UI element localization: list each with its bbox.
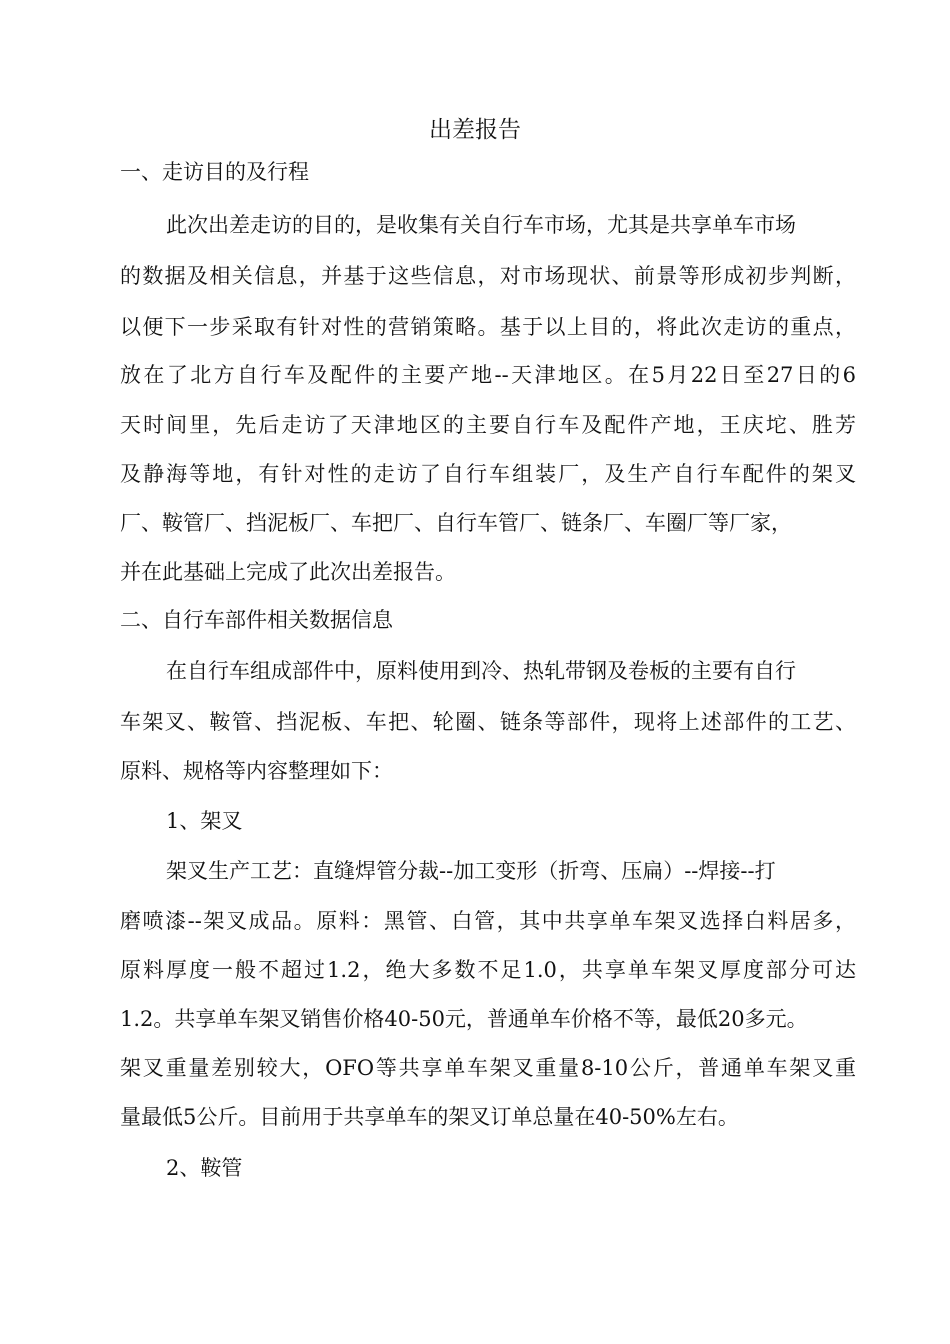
- paragraph-line: 磨喷漆--架叉成品。原料：黑管、白管，其中共享单车架叉选择白料居多，: [120, 909, 856, 933]
- paragraph-line: 天时间里，先后走访了天津地区的主要自行车及配件产地，王庆坨、胜芳: [120, 413, 856, 437]
- paragraph-line: 架叉生产工艺：直缝焊管分裁--加工变形（折弯、压扁）--焊接--打: [166, 859, 776, 883]
- paragraph-line: 在自行车组成部件中，原料使用到冷、热轧带钢及卷板的主要有自行: [166, 659, 796, 683]
- paragraph-line: 原料厚度一般不超过1.2，绝大多数不足1.0，共享单车架叉厚度部分可达: [120, 958, 856, 982]
- section-heading-purpose: 一、走访目的及行程: [120, 160, 309, 184]
- paragraph-line: 1.2。共享单车架叉销售价格40-50元，普通单车价格不等，最低20多元。: [120, 1007, 808, 1031]
- paragraph-line: 原料、规格等内容整理如下：: [120, 759, 393, 783]
- subheading-frame-fork: 1、架叉: [166, 809, 243, 833]
- paragraph-line: 以便下一步采取有针对性的营销策略。基于以上目的，将此次走访的重点，: [120, 315, 856, 339]
- paragraph-line: 量最低5公斤。目前用于共享单车的架叉订单总量在40-50%左右。: [120, 1105, 739, 1129]
- paragraph-line: 架叉重量差别较大，OFO等共享单车架叉重量8-10公斤，普通单车架叉重: [120, 1056, 856, 1080]
- paragraph-line: 此次出差走访的目的，是收集有关自行车市场，尤其是共享单车市场: [166, 213, 796, 237]
- paragraph-line: 厂、鞍管厂、挡泥板厂、车把厂、自行车管厂、链条厂、车圈厂等厂家，: [120, 511, 792, 535]
- section-heading-parts-data: 二、自行车部件相关数据信息: [120, 608, 393, 632]
- paragraph-line: 车架叉、鞍管、挡泥板、车把、轮圈、链条等部件，现将上述部件的工艺、: [120, 710, 856, 734]
- subheading-seat-tube: 2、鞍管: [166, 1156, 243, 1180]
- document-title: 出差报告: [429, 117, 521, 143]
- paragraph-line: 的数据及相关信息，并基于这些信息，对市场现状、前景等形成初步判断，: [120, 264, 856, 288]
- paragraph-line: 及静海等地，有针对性的走访了自行车组装厂，及生产自行车配件的架叉: [120, 462, 856, 486]
- paragraph-line: 并在此基础上完成了此次出差报告。: [120, 560, 456, 584]
- paragraph-line: 放在了北方自行车及配件的主要产地--天津地区。在5月22日至27日的6: [120, 363, 856, 387]
